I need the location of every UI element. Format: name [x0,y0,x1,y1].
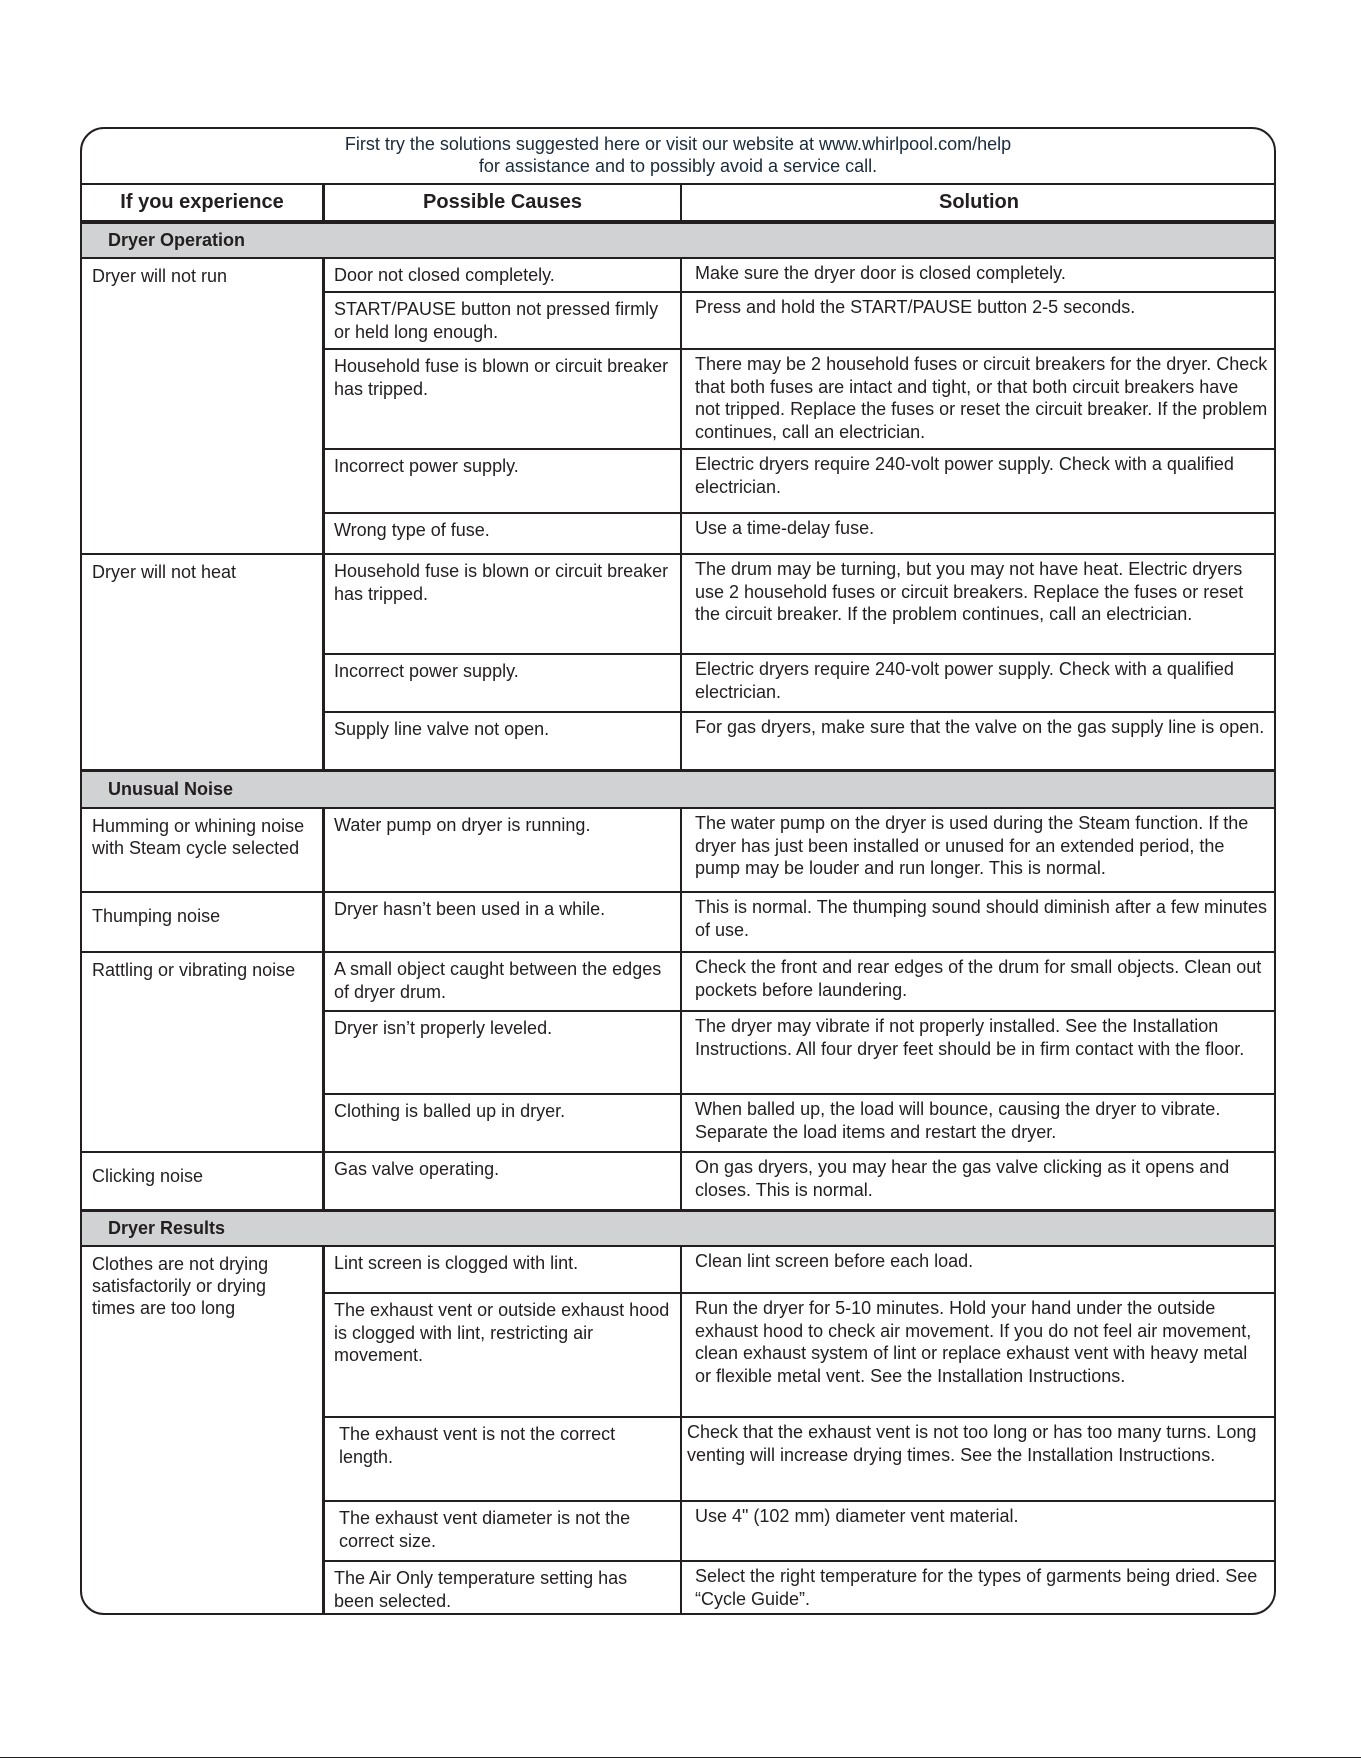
cause-cell: Supply line valve not open. [325,713,682,769]
table-row [325,350,1276,450]
header-solution: Solution [682,185,1276,223]
troubleshooting-table [80,127,1276,1615]
cause-cell: Door not closed completely. [325,259,682,291]
solution-cell: Clean lint screen before each load. [695,1251,974,1271]
cause-cell: The exhaust vent diameter is not the correct size. [325,1502,682,1560]
intro-line-2: for assistance and to possibly avoid a service call. [478,156,878,176]
solution-cell: Check that the exhaust vent is not too long or has too many turns. Long venting will increase drying times. See the Installation Instructions. [687,1422,1257,1465]
cause-cell: Household fuse is blown or circuit breaker has tripped. [325,555,682,653]
solution-cell: For gas dryers, make sure that the valve on the gas supply line is open. [695,717,1265,737]
table-row [325,1153,1276,1211]
symptom-clothes-not-drying: Clothes are not drying satisfactorily or drying times are too long [82,1247,325,1615]
solution-cell: There may be 2 household fuses or circuit breakers for the dryer. Check that both fuses are intact and tight, or that both circuit breakers have not tripped. Replace the fuses or reset the circuit breaker. If the problem continues, call an electrician. [695,354,1268,442]
cause-cell: The exhaust vent or outside exhaust hood is clogged with lint, restricting air movement. [325,1294,682,1416]
table-row [325,655,1276,713]
cause-cell: START/PAUSE button not pressed firmly or held long enough. [325,293,682,348]
solution-cell: Run the dryer for 5-10 minutes. Hold your hand under the outside exhaust hood to check air movement. If you do not feel air movement, clean exhaust system of lint or replace exhaust vent with heavy metal or flexible metal vent. See the Installation Instructions. [695,1298,1252,1386]
cause-cell: The exhaust vent is not the correct length. [325,1418,682,1500]
solution-cell: The drum may be turning, but you may not have heat. Electric dryers use 2 household fuses or circuit breakers. Replace the fuses or reset the circuit breaker. If the problem continues, call an electrician. [695,559,1244,624]
cause-cell: Household fuse is blown or circuit breaker has tripped. [325,350,682,448]
solution-cell: Make sure the dryer door is closed completely. [695,263,1066,283]
intro-note [82,129,1274,185]
solution-cell: Check the front and rear edges of the drum for small objects. Clean out pockets before laundering. [695,957,1262,1000]
table-row [325,259,1276,293]
cause-cell: Clothing is balled up in dryer. [325,1095,682,1151]
symptom-dryer-will-not-run: Dryer will not run [82,259,325,555]
symptom-humming-noise: Humming or whining noise with Steam cycle selected [82,809,325,893]
table-row [325,1095,1276,1153]
cause-cell: A small object caught between the edges of dryer drum. [325,953,682,1010]
table-row [325,450,1276,514]
solution-cell: The water pump on the dryer is used during the Steam function. If the dryer has just been installed or unused for an extended period, the pump may be louder and run longer. This is normal. [695,813,1249,878]
page-bottom-rule [0,1757,1361,1758]
symptom-clicking-noise: Clicking noise [82,1153,325,1211]
table-row [325,713,1276,771]
intro-line-1: First try the solutions suggested here or visit our website at www.whirlpool.com/help [344,134,1012,154]
table-row [325,953,1276,1012]
cause-cell: Gas valve operating. [325,1153,682,1209]
table-row [325,809,1276,893]
table-row [325,1502,1276,1562]
table-row [325,1012,1276,1095]
table-row [325,293,1276,350]
solution-cell: On gas dryers, you may hear the gas valve clicking as it opens and closes. This is normal. [695,1157,1230,1200]
section-dryer-operation: Dryer Operation [82,223,1274,259]
symptom-thumping-noise: Thumping noise [82,893,325,953]
table-row [325,1418,1276,1502]
solution-cell: Use 4" (102 mm) diameter vent material. [695,1506,1019,1526]
cause-cell: Lint screen is clogged with lint. [325,1247,682,1292]
solution-cell: Press and hold the START/PAUSE button 2-5 seconds. [695,297,1136,317]
symptom-rattling-noise: Rattling or vibrating noise [82,953,325,1153]
solution-cell: Use a time-delay fuse. [695,518,875,538]
table-row [325,893,1276,953]
solution-cell: When balled up, the load will bounce, causing the dryer to vibrate. Separate the load items and restart the dryer. [695,1099,1221,1142]
cause-cell: The Air Only temperature setting has been selected. [325,1562,682,1615]
table-row [325,1294,1276,1418]
cause-cell: Dryer isn’t properly leveled. [325,1012,682,1093]
table-row [325,1247,1276,1294]
solution-cell: Select the right temperature for the types of garments being dried. See “Cycle Guide”. [695,1566,1258,1609]
symptom-dryer-will-not-heat: Dryer will not heat [82,555,325,771]
cause-cell: Water pump on dryer is running. [325,809,682,891]
solution-cell: The dryer may vibrate if not properly installed. See the Installation Instructions. All four dryer feet should be in firm contact with the floor. [695,1016,1245,1059]
solution-cell: Electric dryers require 240-volt power supply. Check with a qualified electrician. [695,454,1234,497]
header-causes: Possible Causes [325,185,682,223]
cause-cell: Dryer hasn’t been used in a while. [325,893,682,951]
table-row [325,555,1276,655]
section-dryer-results: Dryer Results [82,1211,1274,1247]
cause-cell: Incorrect power supply. [325,450,682,512]
solution-cell: Electric dryers require 240-volt power supply. Check with a qualified electrician. [695,659,1234,702]
solution-cell: This is normal. The thumping sound should diminish after a few minutes of use. [695,897,1267,940]
table-row [325,514,1276,555]
section-unusual-noise: Unusual Noise [82,771,1274,809]
header-experience: If you experience [82,185,325,223]
cause-cell: Incorrect power supply. [325,655,682,711]
table-row [325,1562,1276,1615]
cause-cell: Wrong type of fuse. [325,514,682,553]
